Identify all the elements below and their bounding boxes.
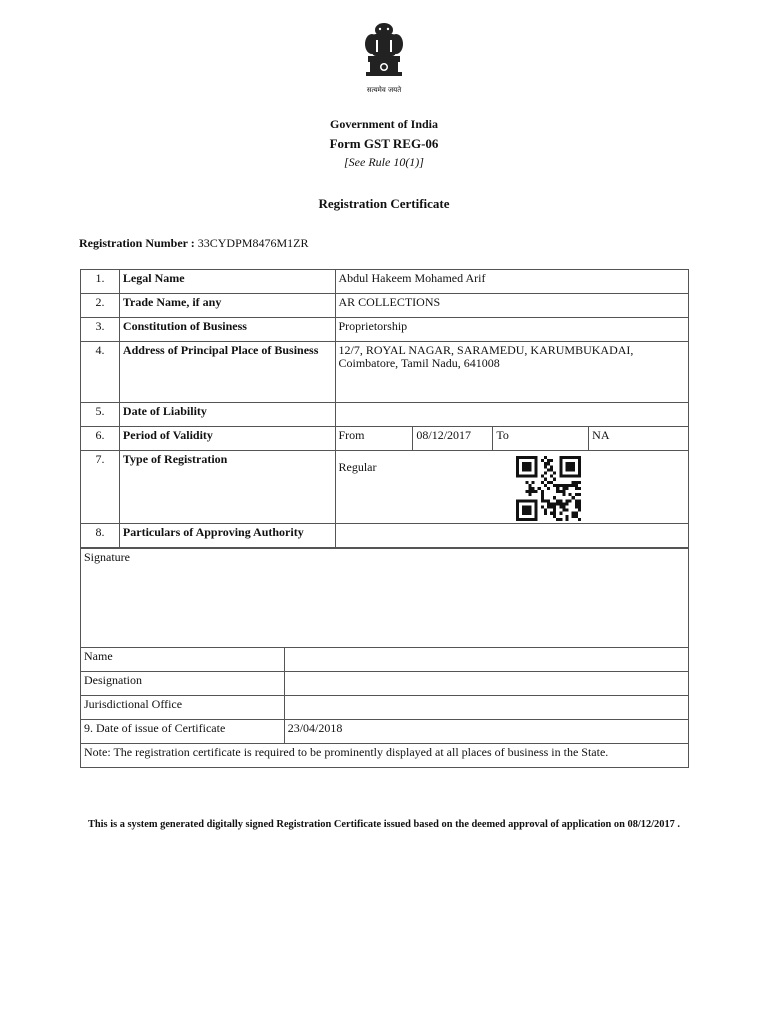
- national-emblem-icon: [354, 20, 414, 96]
- row-label: Date of Liability: [119, 403, 335, 427]
- registration-type-value: Regular: [338, 460, 377, 474]
- registration-number: [79, 236, 308, 251]
- designation-value: [284, 672, 688, 696]
- row-label: Type of Registration: [119, 451, 335, 524]
- table-row: [81, 696, 689, 720]
- qr-code-icon: [516, 456, 581, 521]
- table-row: [81, 549, 689, 648]
- government-heading: Government of India: [330, 117, 438, 131]
- row-number: 1.: [81, 270, 120, 294]
- row-number: 2.: [81, 294, 120, 318]
- table-row: [81, 744, 689, 768]
- table-row: [81, 342, 689, 403]
- jurisdictional-office-label: Jurisdictional Office: [81, 696, 285, 720]
- validity-from-value: 08/12/2017: [413, 427, 493, 451]
- issue-date-label: 9. Date of issue of Certificate: [81, 720, 285, 744]
- validity-from-label: From: [335, 427, 413, 451]
- legal-name-value: Abdul Hakeem Mohamed Arif: [335, 270, 689, 294]
- registration-details-table: [80, 269, 689, 548]
- trade-name-value: AR COLLECTIONS: [335, 294, 689, 318]
- table-row: [81, 318, 689, 342]
- system-generated-note: This is a system generated digitally signed Registration Certificate issued based on the deemed approval of application on 08/12/2017 .: [87, 819, 681, 830]
- row-label: Particulars of Approving Authority: [119, 524, 335, 548]
- signature-label: Signature: [81, 549, 689, 648]
- registration-number-label: Registration Number :: [79, 236, 195, 250]
- signature-table: [80, 548, 689, 768]
- row-label: Address of Principal Place of Business: [119, 342, 335, 403]
- constitution-value: Proprietorship: [335, 318, 689, 342]
- row-label: Legal Name: [119, 270, 335, 294]
- table-row: [81, 672, 689, 696]
- emblem-motto: सत्यमेव जयते: [366, 86, 402, 94]
- registration-type-cell: [335, 451, 689, 524]
- row-number: 7.: [81, 451, 120, 524]
- row-number: 8.: [81, 524, 120, 548]
- row-label: Constitution of Business: [119, 318, 335, 342]
- liability-date-value: [335, 403, 689, 427]
- display-note: Note: The registration certificate is required to be prominently displayed at all places of business in the State.: [81, 744, 689, 768]
- table-row: [81, 524, 689, 548]
- approving-authority-value: [335, 524, 689, 548]
- name-value: [284, 648, 688, 672]
- table-row: [81, 270, 689, 294]
- validity-to-label: To: [493, 427, 589, 451]
- rule-reference: [See Rule 10(1)]: [344, 155, 424, 169]
- row-label: Trade Name, if any: [119, 294, 335, 318]
- table-row: [81, 294, 689, 318]
- table-row: [81, 720, 689, 744]
- row-label: Period of Validity: [119, 427, 335, 451]
- name-label: Name: [81, 648, 285, 672]
- certificate-title: Registration Certificate: [318, 196, 450, 211]
- table-row: [81, 451, 689, 524]
- designation-label: Designation: [81, 672, 285, 696]
- validity-to-value: NA: [589, 427, 689, 451]
- table-row: [81, 427, 689, 451]
- table-row: [81, 403, 689, 427]
- form-title: Form GST REG-06: [329, 136, 439, 151]
- jurisdictional-office-value: [284, 696, 688, 720]
- address-value: 12/7, ROYAL NAGAR, SARAMEDU, KARUMBUKADAI, Coimbatore, Tamil Nadu, 641008: [335, 342, 689, 403]
- issue-date-value: 23/04/2018: [284, 720, 688, 744]
- registration-number-value: 33CYDPM8476M1ZR: [197, 236, 309, 250]
- row-number: 6.: [81, 427, 120, 451]
- qr-code-modules: [516, 456, 581, 521]
- row-number: 5.: [81, 403, 120, 427]
- table-row: [81, 648, 689, 672]
- row-number: 3.: [81, 318, 120, 342]
- row-number: 4.: [81, 342, 120, 403]
